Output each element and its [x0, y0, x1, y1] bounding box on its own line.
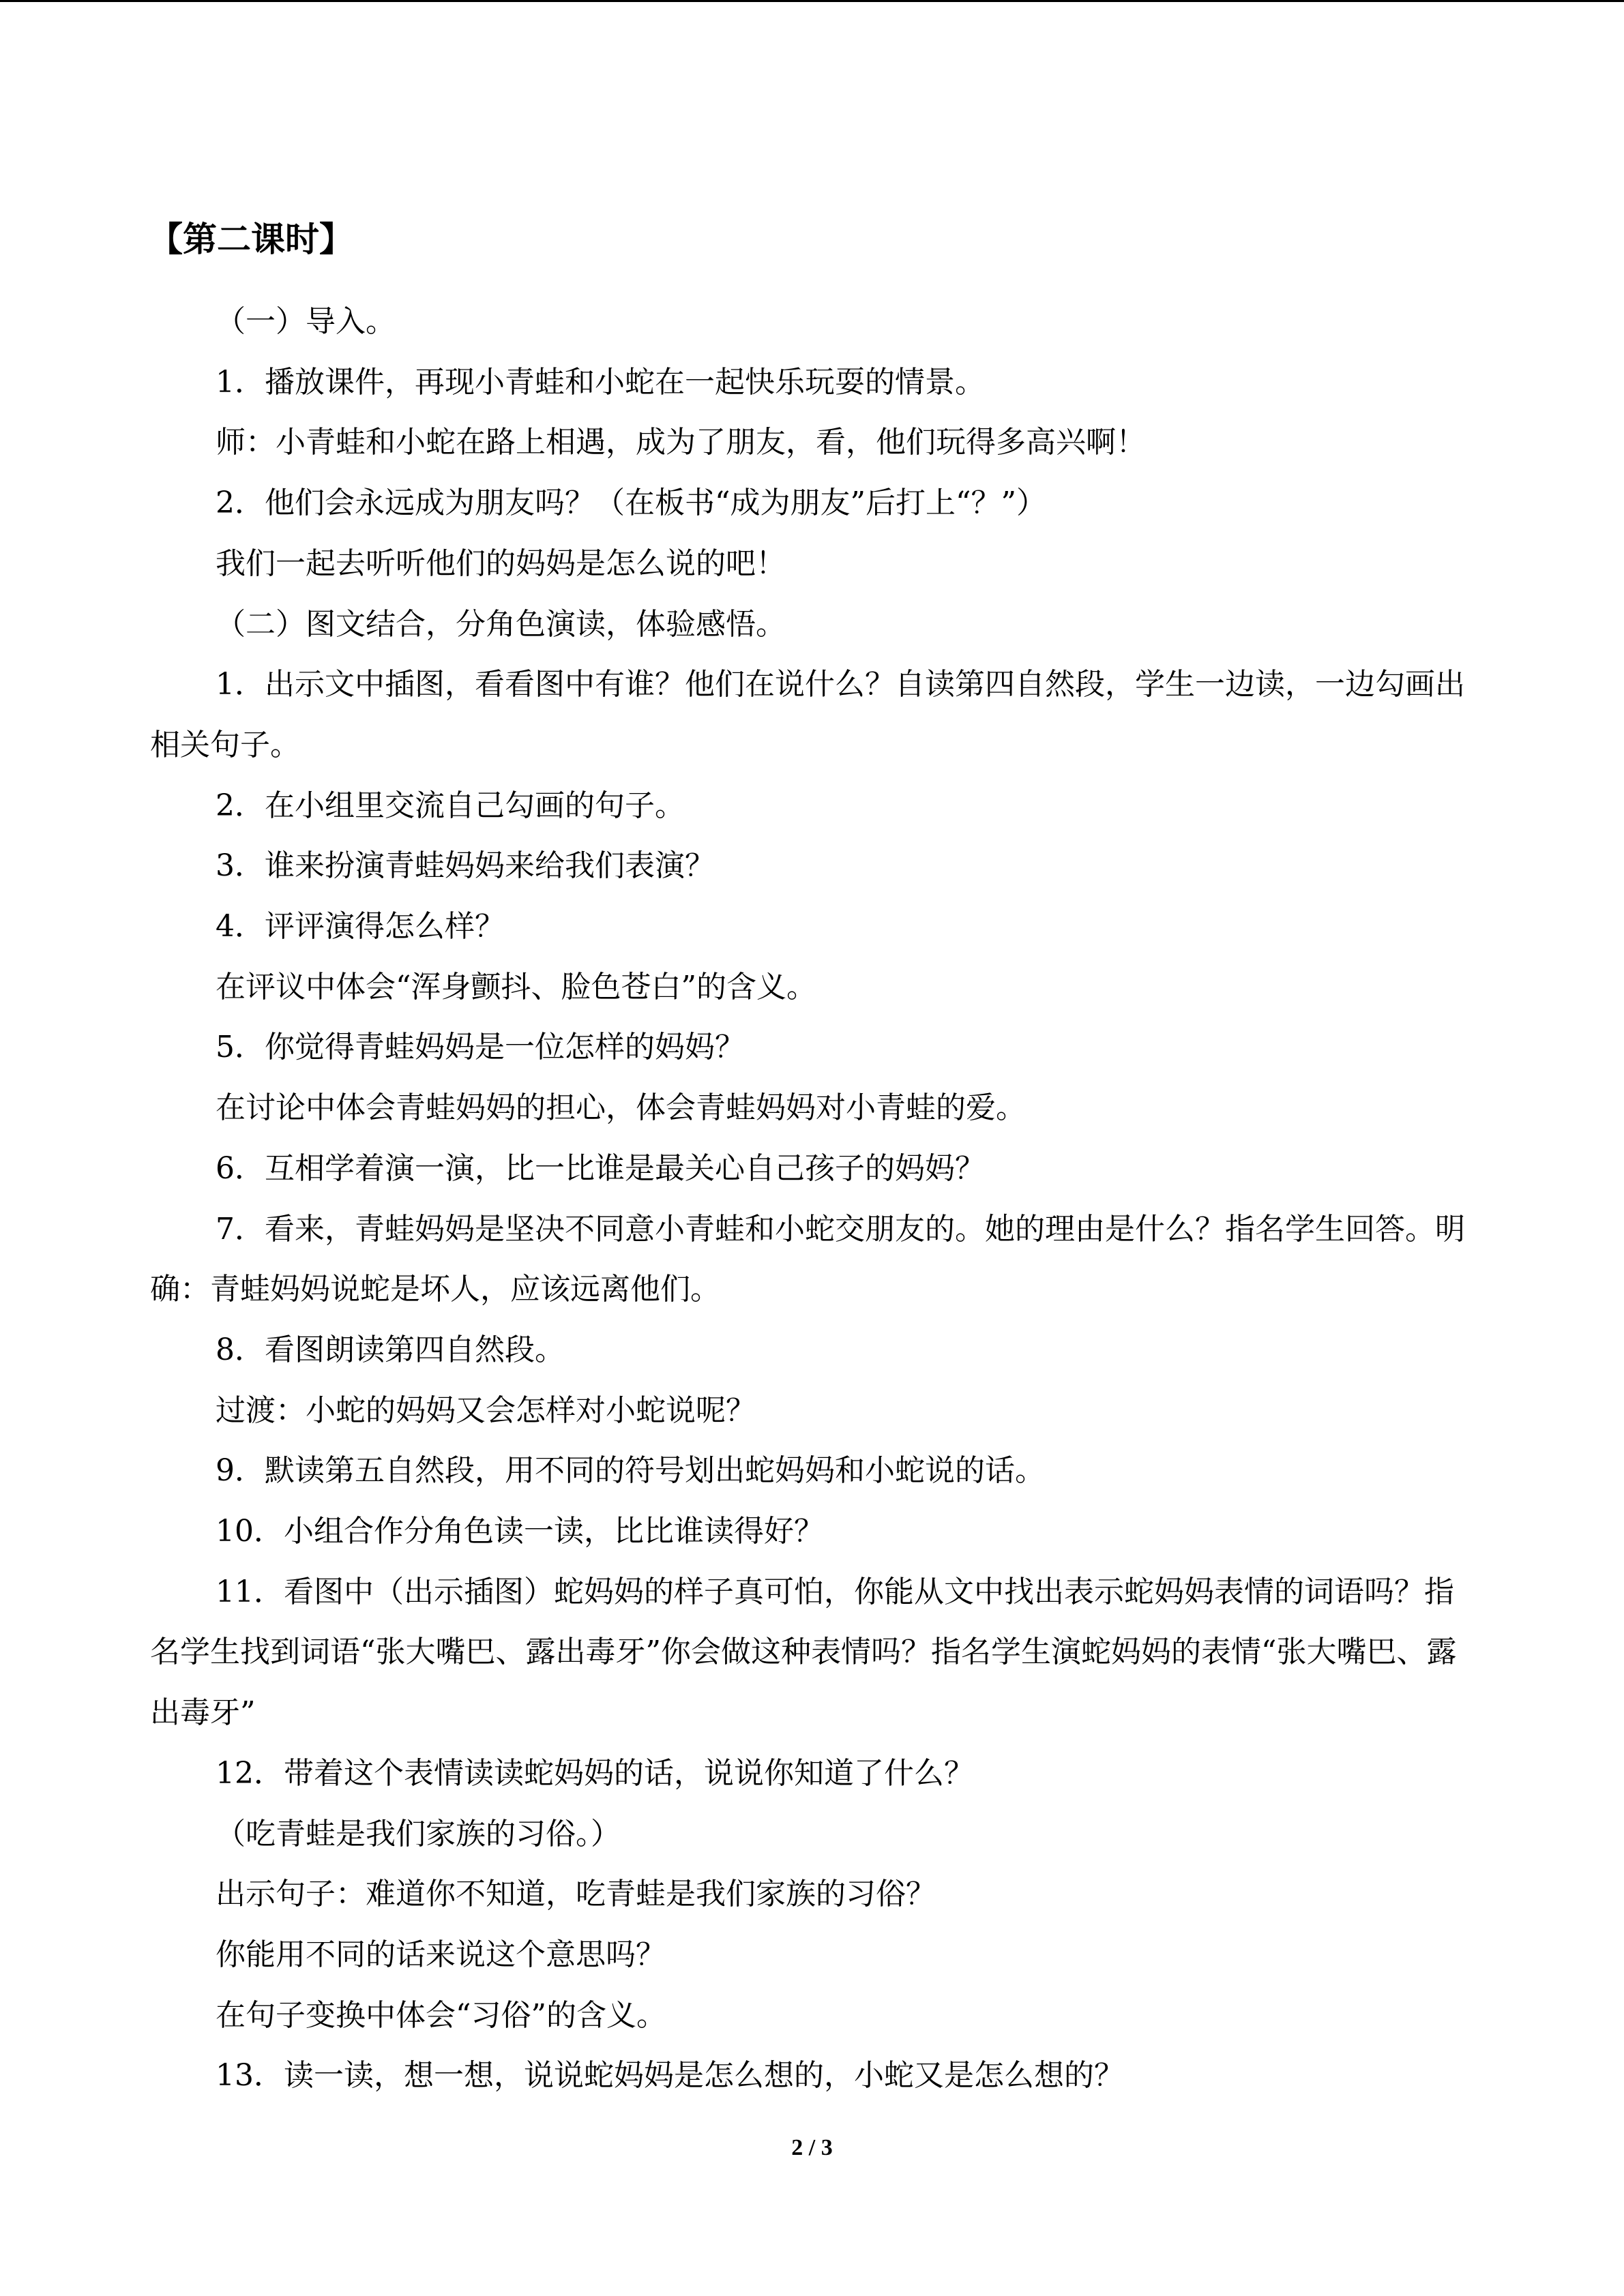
page-number: 2 / 3 — [791, 2135, 833, 2160]
paragraph: 1．播放课件，再现小青蛙和小蛇在一起快乐玩耍的情景。 — [216, 364, 985, 400]
paragraph: 8．看图朗读第四自然段。 — [216, 1332, 565, 1367]
paragraph: 10．小组合作分角色读一读，比比谁读得好？ — [216, 1514, 824, 1549]
paragraph: 6．互相学着演一演，比一比谁是最关心自己孩子的妈妈？ — [216, 1150, 985, 1186]
paragraph: 我们一起去听听他们的妈妈是怎么说的吧！ — [216, 546, 786, 581]
top-border-line — [0, 0, 1624, 2]
paragraph: （吃青蛙是我们家族的习俗。） — [216, 1816, 621, 1851]
paragraph: 2．在小组里交流自己勾画的句子。 — [216, 788, 685, 823]
paragraph: 4．评评演得怎么样？ — [216, 909, 505, 944]
paragraph: 2．他们会永远成为朋友吗？（在板书“成为朋友”后打上“？”） — [216, 486, 1046, 521]
paragraph: （二）图文结合，分角色演读，体验感悟。 — [216, 606, 786, 642]
paragraph: 12．带着这个表情读读蛇妈妈的话，说说你知道了什么？ — [216, 1755, 974, 1791]
paragraph: 13．读一读，想一想，说说蛇妈妈是怎么想的，小蛇又是怎么想的？ — [216, 2058, 1124, 2093]
lesson-body — [150, 292, 1477, 2106]
paragraph: 3．谁来扮演青蛙妈妈来给我们表演？ — [216, 848, 715, 884]
paragraph: 过渡：小蛇的妈妈又会怎样对小蛇说呢？ — [216, 1392, 756, 1428]
paragraph: 1．出示文中插图，看看图中有谁？他们在说什么？自读第四自然段，学生一边读，一边勾画出相关句子。 — [150, 667, 1465, 762]
paragraph: 11．看图中（出示插图）蛇妈妈的样子真可怕，你能从文中找出表示蛇妈妈表情的词语吗？指名学生找到词语“张大嘴巴、露出毒牙”你会做这种表情吗？指名学生演蛇妈妈的表情“张大嘴巴、露出毒牙” — [150, 1574, 1457, 1731]
paragraph: （一）导入。 — [216, 304, 396, 339]
lesson-heading: 【第二课时】 — [149, 220, 353, 259]
paragraph: 5．你觉得青蛙妈妈是一位怎样的妈妈？ — [216, 1030, 745, 1065]
paragraph: 出示句子：难道你不知道，吃青蛙是我们家族的习俗？ — [216, 1877, 936, 1912]
paragraph: 在句子变换中体会“习俗”的含义。 — [216, 1997, 666, 2033]
paragraph: 9．默读第五自然段，用不同的符号划出蛇妈妈和小蛇说的话。 — [216, 1453, 1045, 1489]
paragraph: 7．看来，青蛙妈妈是坚决不同意小青蛙和小蛇交朋友的。她的理由是什么？指名学生回答。明确：青蛙妈妈说蛇是坏人，应该远离他们。 — [150, 1211, 1465, 1307]
paragraph: 在评议中体会“浑身颤抖、脸色苍白”的含义。 — [216, 969, 816, 1004]
paragraph: 师：小青蛙和小蛇在路上相遇，成为了朋友，看，他们玩得多高兴啊！ — [216, 425, 1146, 460]
paragraph: 在讨论中体会青蛙妈妈的担心，体会青蛙妈妈对小青蛙的爱。 — [216, 1090, 1026, 1126]
paragraph: 你能用不同的话来说这个意思吗？ — [216, 1937, 666, 1972]
